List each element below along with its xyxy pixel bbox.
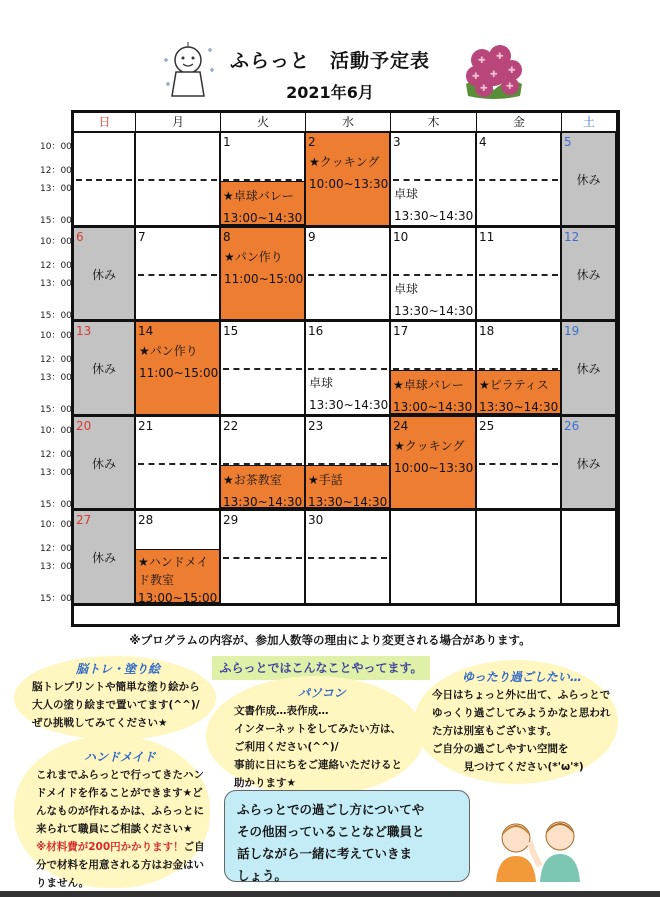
calendar-cell xyxy=(477,228,562,323)
time-label: 12：00 xyxy=(40,449,72,460)
date-number: 6 xyxy=(76,229,84,244)
month-title: 2021年6月 xyxy=(286,83,374,102)
closed-label: 休み xyxy=(576,267,601,282)
calendar-cell xyxy=(221,417,306,512)
date-number: 21 xyxy=(138,418,154,433)
am-pm-divider xyxy=(138,274,217,276)
date-number: 26 xyxy=(564,418,580,433)
time-label: 10：00 xyxy=(40,425,72,436)
time-label: 13：00 xyxy=(40,184,72,194)
change-notice: ※プログラムの内容が、参加人数等の理由により変更される場合があります。 xyxy=(129,633,531,647)
date-number: 5 xyxy=(564,135,572,149)
regular-activity-label: 卓球 13:30~14:30 xyxy=(394,281,474,318)
calendar-cell xyxy=(391,133,477,228)
date-number: 14 xyxy=(138,324,154,338)
date-number: 28 xyxy=(138,513,154,527)
calendar-cell xyxy=(221,133,306,228)
am-pm-divider xyxy=(138,179,217,181)
pc-text: 文書作成…表作成… インターネットをしてみたい方は、 ご利用ください(^^)/ 事前に日にちをご連絡いただけると 助かります★ xyxy=(234,705,402,789)
closed-label: 休み xyxy=(91,362,116,376)
calendar-cell xyxy=(306,322,391,417)
date-number: 16 xyxy=(308,324,324,338)
date-number: 10 xyxy=(393,229,409,244)
date-number: 15 xyxy=(223,324,239,338)
calendar-cell xyxy=(136,322,221,417)
svg-text:✚: ✚ xyxy=(480,84,488,94)
date-number: 7 xyxy=(138,229,146,244)
date-number: 18 xyxy=(479,324,495,338)
am-pm-divider xyxy=(479,274,558,276)
brain-training-title: 脳トレ・塗り絵 xyxy=(76,662,161,676)
event-label: ★パン作り 11:00~15:00 xyxy=(139,344,219,380)
relax-text: 今日はちょっと外に出て、ふらっとで ゆっくり過ごしてみようかなと思われ た方は別室もございます。 ご自分の過ごしやすい空間を 見つけてください(*'ω'*) xyxy=(432,689,611,773)
calendar-cell xyxy=(221,511,306,606)
closed-label: 休み xyxy=(91,267,116,282)
date-number: 13 xyxy=(76,324,92,338)
event-label: ★卓球バレー 13:00~14:30 xyxy=(391,370,475,414)
handmade-text: これまでふらっとで行ってきたハン ドメイドを作ることができます★ど んなものが作れるかは、ふらっとに 来られて職員にご相談ください★ ※材料費が200円かかります！ご自 分で材料を用意される方はお金はい りません。 xyxy=(36,769,205,889)
date-number: 29 xyxy=(223,513,239,527)
time-label: 15：00 xyxy=(40,216,72,226)
closed-label: 休み xyxy=(91,551,116,565)
svg-text:✚: ✚ xyxy=(472,72,480,82)
material-fee-note: ※材料費が200円かかります！ xyxy=(36,841,184,853)
time-label: 13：00 xyxy=(40,467,72,478)
time-label: 15：00 xyxy=(40,310,72,321)
svg-text:✚: ✚ xyxy=(508,66,516,76)
calendar-cell xyxy=(306,511,391,606)
event-label: ★お茶教室 13:30~14:30 xyxy=(221,465,304,509)
date-number: 4 xyxy=(479,135,487,149)
time-label: 10：00 xyxy=(40,142,72,152)
am-pm-divider xyxy=(308,274,387,276)
event-label: ★パン作り 11:00~15:00 xyxy=(224,249,304,286)
calendar-cell xyxy=(221,228,306,323)
svg-text:✚: ✚ xyxy=(496,52,504,62)
svg-text:✚: ✚ xyxy=(478,56,486,66)
am-pm-divider xyxy=(223,557,302,559)
am-pm-divider xyxy=(138,463,217,465)
date-number: 25 xyxy=(479,418,495,433)
date-number: 3 xyxy=(393,135,401,149)
time-label: 10：00 xyxy=(40,331,72,341)
calendar-cell xyxy=(477,511,562,606)
hydrangea-icon xyxy=(460,40,528,104)
time-label: 12：00 xyxy=(40,260,72,271)
calendar-cell xyxy=(74,228,136,323)
am-pm-divider xyxy=(479,179,558,181)
brain-training-text: 脳トレプリントや簡単な塗り絵から 大人の塗り絵まで置いてます(^^)/ ぜひ挑戦してみてください★ xyxy=(32,681,200,729)
date-number: 22 xyxy=(223,418,239,433)
event-label: ★クッキング 10:00~13:30 xyxy=(394,438,474,475)
time-label: 15：00 xyxy=(40,594,72,604)
calendar-cell xyxy=(136,511,221,606)
calendar-cell xyxy=(306,228,391,323)
date-number: 9 xyxy=(308,229,316,244)
svg-text:✚: ✚ xyxy=(506,82,514,92)
calendar-cell xyxy=(477,322,562,417)
am-pm-divider xyxy=(393,274,473,276)
regular-activity-label: 卓球 13:30~14:30 xyxy=(394,187,474,223)
relax-title: ゆったり過ごしたい… xyxy=(462,670,582,684)
day-header-sat: 土 xyxy=(562,113,617,133)
date-number: 2 xyxy=(308,135,316,149)
closed-label: 休み xyxy=(576,362,601,376)
day-header-fri: 金 xyxy=(477,113,562,133)
calendar-cell xyxy=(477,417,562,512)
closed-label: 休み xyxy=(576,173,601,187)
day-header-mon: 月 xyxy=(136,113,221,133)
am-pm-divider xyxy=(393,179,473,181)
date-number: 12 xyxy=(564,229,580,244)
time-label: 12：00 xyxy=(40,544,72,554)
calendar-grid xyxy=(71,110,620,627)
calendar-cell xyxy=(74,322,136,417)
event-label: ★ピラティス 13:30~14:30 xyxy=(477,370,560,414)
calendar-cell xyxy=(562,322,617,417)
calendar-cell xyxy=(136,417,221,512)
calendar-cell xyxy=(136,133,221,228)
calendar-cell xyxy=(391,417,477,512)
event-label: ★手話 13:30~14:30 xyxy=(306,465,389,509)
time-label: 13：00 xyxy=(40,562,72,572)
calendar-cell xyxy=(136,228,221,323)
date-number: 20 xyxy=(76,418,92,433)
calendar-cell xyxy=(562,417,617,512)
date-number: 17 xyxy=(393,324,409,338)
date-number: 8 xyxy=(223,229,231,244)
calendar-cell xyxy=(562,133,617,228)
am-pm-divider xyxy=(308,557,387,559)
closed-label: 休み xyxy=(576,456,601,471)
consultation-speech-box: ふらっとでの過ごし方についてや その他困っていることなど職員と 話しながら一緒に考えていきま しょう。 xyxy=(224,790,470,882)
calendar-cell xyxy=(306,133,391,228)
closed-label: 休み xyxy=(91,456,116,471)
activities-banner: ふらっとではこんなことやってます。 xyxy=(212,656,430,680)
am-pm-divider xyxy=(76,179,132,181)
day-header-wed: 水 xyxy=(306,113,391,133)
am-pm-divider xyxy=(223,368,302,370)
event-label: ★クッキング 10:00~13:30 xyxy=(309,155,389,191)
date-number: 19 xyxy=(564,324,580,338)
time-label: 10：00 xyxy=(40,236,72,247)
date-number: 23 xyxy=(308,418,324,433)
time-label: 10：00 xyxy=(40,520,72,530)
day-header-thu: 木 xyxy=(391,113,477,133)
calendar-cell xyxy=(306,417,391,512)
time-label: 15：00 xyxy=(40,499,72,510)
date-number: 27 xyxy=(76,513,92,527)
page-title: ふらっと 活動予定表 xyxy=(229,50,430,72)
time-label: 15：00 xyxy=(40,405,72,415)
date-number: 24 xyxy=(393,418,409,433)
pc-title: パソコン xyxy=(298,686,346,700)
teruteru-icon xyxy=(160,40,216,106)
calendar-cell xyxy=(221,322,306,417)
event-label: ★卓球バレー 13:00~14:30 xyxy=(221,181,304,225)
event-label: ★ハンドメイ ド教室 13:00~15:00 xyxy=(136,549,219,603)
time-label: 12：00 xyxy=(40,166,72,176)
calendar-cell xyxy=(74,511,136,606)
date-number: 11 xyxy=(479,229,495,244)
am-pm-divider xyxy=(479,463,558,465)
calendar-cell xyxy=(562,228,617,323)
day-header-tue: 火 xyxy=(221,113,306,133)
svg-text:✚: ✚ xyxy=(490,70,498,80)
date-number: 1 xyxy=(223,135,231,149)
handmade-title: ハンドメイド xyxy=(84,750,156,764)
bottom-border xyxy=(0,891,660,897)
calendar-cell xyxy=(477,133,562,228)
date-number: 30 xyxy=(308,513,324,527)
calendar-cell xyxy=(391,228,477,323)
calendar-cell xyxy=(391,511,477,606)
day-header-sun: 日 xyxy=(74,113,136,133)
time-label: 12：00 xyxy=(40,355,72,365)
am-pm-divider xyxy=(308,368,387,370)
time-label: 13：00 xyxy=(40,278,72,289)
time-label: 13：00 xyxy=(40,373,72,383)
calendar-cell xyxy=(562,511,617,606)
staff-illustration xyxy=(486,812,592,882)
calendar-cell xyxy=(74,417,136,512)
regular-activity-label: 卓球 13:30~14:30 xyxy=(309,376,389,412)
calendar-cell xyxy=(74,133,136,228)
calendar-cell xyxy=(391,322,477,417)
